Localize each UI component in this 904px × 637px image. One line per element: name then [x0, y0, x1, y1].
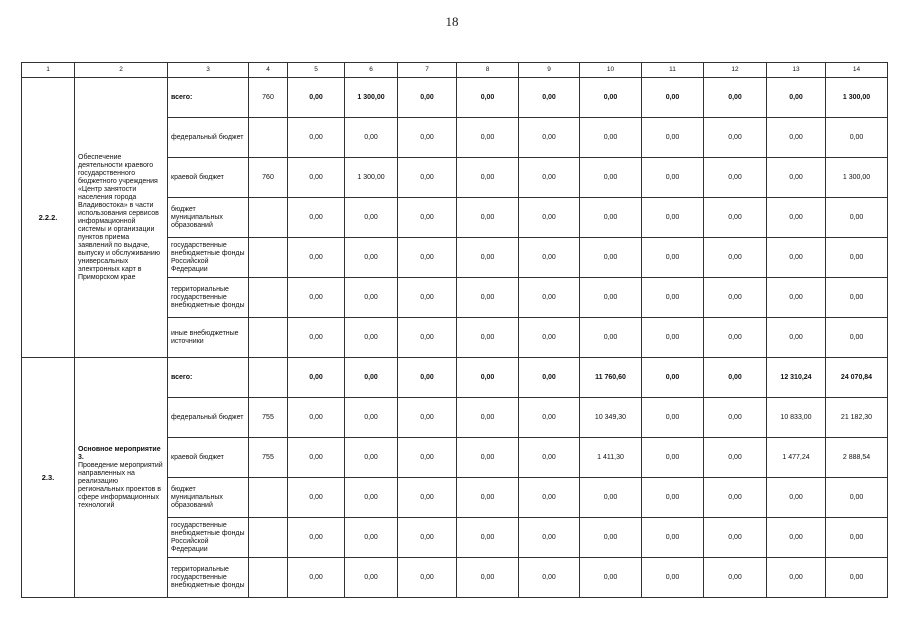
- amount-cell: 0,00: [580, 558, 642, 598]
- amount-cell: 0,00: [767, 158, 826, 198]
- column-number: 2: [75, 63, 168, 78]
- amount-cell: 0,00: [457, 318, 519, 358]
- amount-cell: 0,00: [398, 198, 457, 238]
- column-number: 13: [767, 63, 826, 78]
- amount-cell: 0,00: [288, 78, 345, 118]
- amount-cell: 0,00: [642, 278, 704, 318]
- measure-description: Проведение мероприятий направленных на реализацию региональных проектов в сфере информационных технологий: [78, 461, 163, 509]
- column-number: 14: [826, 63, 888, 78]
- amount-cell: 0,00: [642, 318, 704, 358]
- amount-cell: 0,00: [345, 118, 398, 158]
- amount-cell: 0,00: [457, 118, 519, 158]
- amount-cell: 0,00: [704, 558, 767, 598]
- funding-source: иные внебюджетные источники: [168, 318, 249, 358]
- amount-cell: 0,00: [288, 318, 345, 358]
- amount-cell: 0,00: [580, 238, 642, 278]
- funding-source: территориальные государственные внебюджетные фонды: [168, 558, 249, 598]
- amount-cell: 0,00: [398, 478, 457, 518]
- amount-cell: 0,00: [519, 438, 580, 478]
- column-number: 7: [398, 63, 457, 78]
- budget-code: [249, 518, 288, 558]
- amount-cell: 0,00: [398, 518, 457, 558]
- amount-cell: 0,00: [826, 518, 888, 558]
- amount-cell: 0,00: [704, 438, 767, 478]
- amount-cell: 0,00: [519, 478, 580, 518]
- amount-cell: 0,00: [704, 78, 767, 118]
- funding-source: краевой бюджет: [168, 438, 249, 478]
- column-number: 12: [704, 63, 767, 78]
- budget-code: [249, 278, 288, 318]
- amount-cell: 0,00: [345, 198, 398, 238]
- column-number-row: [22, 63, 888, 78]
- amount-cell: 0,00: [457, 78, 519, 118]
- amount-cell: 0,00: [398, 438, 457, 478]
- amount-cell: 0,00: [398, 318, 457, 358]
- amount-cell: 0,00: [642, 558, 704, 598]
- budget-code: 760: [249, 158, 288, 198]
- column-number: 4: [249, 63, 288, 78]
- page-number: 18: [445, 14, 459, 29]
- amount-cell: 0,00: [457, 518, 519, 558]
- amount-cell: 0,00: [642, 198, 704, 238]
- amount-cell: 0,00: [704, 278, 767, 318]
- amount-cell: 0,00: [519, 358, 580, 398]
- amount-cell: 0,00: [704, 398, 767, 438]
- amount-cell: 0,00: [345, 438, 398, 478]
- amount-cell: 0,00: [288, 278, 345, 318]
- amount-cell: 0,00: [642, 478, 704, 518]
- amount-cell: 0,00: [704, 238, 767, 278]
- amount-cell: 0,00: [704, 198, 767, 238]
- amount-cell: 0,00: [288, 198, 345, 238]
- amount-cell: 0,00: [767, 558, 826, 598]
- column-number: 3: [168, 63, 249, 78]
- column-number: 11: [642, 63, 704, 78]
- funding-source: краевой бюджет: [168, 158, 249, 198]
- amount-cell: 0,00: [398, 358, 457, 398]
- amount-cell: 0,00: [519, 558, 580, 598]
- amount-cell: 0,00: [519, 198, 580, 238]
- budget-code: [249, 558, 288, 598]
- amount-cell: 0,00: [457, 158, 519, 198]
- column-number: 9: [519, 63, 580, 78]
- budget-code: [249, 238, 288, 278]
- amount-cell: 0,00: [288, 438, 345, 478]
- amount-cell: 0,00: [704, 158, 767, 198]
- amount-cell: 0,00: [457, 238, 519, 278]
- amount-cell: 0,00: [642, 358, 704, 398]
- amount-cell: 0,00: [457, 438, 519, 478]
- budget-code: 755: [249, 398, 288, 438]
- amount-cell: 0,00: [704, 358, 767, 398]
- amount-cell: 0,00: [767, 318, 826, 358]
- column-number: 8: [457, 63, 519, 78]
- amount-cell: 0,00: [580, 118, 642, 158]
- amount-cell: 0,00: [288, 358, 345, 398]
- amount-cell: 0,00: [704, 518, 767, 558]
- funding-source: бюджет муниципальных образований: [168, 198, 249, 238]
- amount-cell: 0,00: [642, 118, 704, 158]
- amount-cell: 0,00: [826, 478, 888, 518]
- amount-cell: 0,00: [642, 438, 704, 478]
- amount-cell: 0,00: [457, 278, 519, 318]
- budget-code: [249, 478, 288, 518]
- amount-cell: 0,00: [826, 278, 888, 318]
- amount-cell: 0,00: [826, 198, 888, 238]
- amount-cell: 0,00: [767, 118, 826, 158]
- amount-cell: 0,00: [826, 318, 888, 358]
- amount-cell: 12 310,24: [767, 358, 826, 398]
- amount-cell: 0,00: [288, 398, 345, 438]
- amount-cell: 0,00: [519, 518, 580, 558]
- amount-cell: 21 182,30: [826, 398, 888, 438]
- amount-cell: 10 833,00: [767, 398, 826, 438]
- amount-cell: 0,00: [398, 158, 457, 198]
- amount-cell: 1 300,00: [826, 158, 888, 198]
- amount-cell: 0,00: [288, 118, 345, 158]
- amount-cell: 1 477,24: [767, 438, 826, 478]
- measure-description: Обеспечение деятельности краевого государственного бюджетного учреждения «Центр занятости населения города Владивостока» в части использования сервисов информационной системы и организации пунктов приема заявлений по выдаче, выпуску и обслуживанию универсальных электронных карт в Приморском крае: [78, 153, 161, 281]
- amount-cell: 0,00: [288, 238, 345, 278]
- amount-cell: 0,00: [519, 158, 580, 198]
- amount-cell: 0,00: [398, 558, 457, 598]
- budget-code: 760: [249, 78, 288, 118]
- amount-cell: 0,00: [826, 558, 888, 598]
- funding-source: государственные внебюджетные фонды Российской Федерации: [168, 238, 249, 278]
- amount-cell: 0,00: [519, 238, 580, 278]
- amount-cell: 0,00: [642, 518, 704, 558]
- measure-code: 2.2.2.: [22, 78, 75, 358]
- funding-source: государственные внебюджетные фонды Российской Федерации: [168, 518, 249, 558]
- amount-cell: 0,00: [457, 478, 519, 518]
- measure-name: [75, 78, 168, 358]
- amount-cell: 0,00: [288, 478, 345, 518]
- amount-cell: 0,00: [519, 278, 580, 318]
- amount-cell: 0,00: [642, 238, 704, 278]
- amount-cell: 0,00: [642, 398, 704, 438]
- amount-cell: 0,00: [398, 118, 457, 158]
- funding-source: территориальные государственные внебюджетные фонды: [168, 278, 249, 318]
- amount-cell: 0,00: [345, 518, 398, 558]
- amount-cell: 0,00: [519, 318, 580, 358]
- amount-cell: 0,00: [642, 78, 704, 118]
- budget-table: [21, 62, 888, 598]
- amount-cell: 0,00: [519, 118, 580, 158]
- amount-cell: 1 300,00: [345, 158, 398, 198]
- table-body: [22, 63, 888, 598]
- table-row: [22, 358, 888, 398]
- column-number: 10: [580, 63, 642, 78]
- amount-cell: 0,00: [767, 238, 826, 278]
- funding-source: бюджет муниципальных образований: [168, 478, 249, 518]
- amount-cell: 0,00: [826, 238, 888, 278]
- amount-cell: 0,00: [704, 478, 767, 518]
- funding-source: всего:: [168, 78, 249, 118]
- amount-cell: 0,00: [398, 278, 457, 318]
- amount-cell: 0,00: [580, 318, 642, 358]
- amount-cell: 2 888,54: [826, 438, 888, 478]
- amount-cell: 0,00: [826, 118, 888, 158]
- amount-cell: 0,00: [767, 198, 826, 238]
- amount-cell: 0,00: [580, 78, 642, 118]
- amount-cell: 0,00: [398, 398, 457, 438]
- amount-cell: 0,00: [398, 238, 457, 278]
- amount-cell: 0,00: [457, 198, 519, 238]
- amount-cell: 0,00: [580, 158, 642, 198]
- budget-code: [249, 358, 288, 398]
- amount-cell: 0,00: [345, 238, 398, 278]
- amount-cell: 0,00: [704, 318, 767, 358]
- amount-cell: 0,00: [767, 478, 826, 518]
- measure-name: [75, 358, 168, 598]
- amount-cell: 0,00: [580, 198, 642, 238]
- amount-cell: 0,00: [580, 278, 642, 318]
- amount-cell: 0,00: [288, 158, 345, 198]
- amount-cell: 0,00: [288, 558, 345, 598]
- amount-cell: 0,00: [345, 318, 398, 358]
- amount-cell: 0,00: [398, 78, 457, 118]
- amount-cell: 0,00: [704, 118, 767, 158]
- funding-source: федеральный бюджет: [168, 118, 249, 158]
- budget-code: 755: [249, 438, 288, 478]
- amount-cell: 0,00: [767, 278, 826, 318]
- amount-cell: 24 070,84: [826, 358, 888, 398]
- measure-title: Основное мероприятие 3.: [78, 445, 161, 461]
- column-number: 6: [345, 63, 398, 78]
- amount-cell: 0,00: [580, 518, 642, 558]
- amount-cell: 1 411,30: [580, 438, 642, 478]
- amount-cell: 0,00: [457, 398, 519, 438]
- amount-cell: 1 300,00: [826, 78, 888, 118]
- amount-cell: 0,00: [580, 478, 642, 518]
- amount-cell: 10 349,30: [580, 398, 642, 438]
- amount-cell: 0,00: [457, 558, 519, 598]
- amount-cell: 0,00: [345, 358, 398, 398]
- funding-source: федеральный бюджет: [168, 398, 249, 438]
- amount-cell: 0,00: [345, 398, 398, 438]
- amount-cell: 0,00: [345, 558, 398, 598]
- table-row: [22, 78, 888, 118]
- measure-code: 2.3.: [22, 358, 75, 598]
- amount-cell: 0,00: [519, 78, 580, 118]
- amount-cell: 0,00: [642, 158, 704, 198]
- funding-source: всего:: [168, 358, 249, 398]
- amount-cell: 0,00: [767, 78, 826, 118]
- amount-cell: 0,00: [519, 398, 580, 438]
- budget-code: [249, 318, 288, 358]
- amount-cell: 11 760,60: [580, 358, 642, 398]
- amount-cell: 0,00: [457, 358, 519, 398]
- amount-cell: 0,00: [767, 518, 826, 558]
- amount-cell: 1 300,00: [345, 78, 398, 118]
- amount-cell: 0,00: [345, 478, 398, 518]
- budget-code: [249, 198, 288, 238]
- column-number: 1: [22, 63, 75, 78]
- budget-code: [249, 118, 288, 158]
- amount-cell: 0,00: [345, 278, 398, 318]
- column-number: 5: [288, 63, 345, 78]
- amount-cell: 0,00: [288, 518, 345, 558]
